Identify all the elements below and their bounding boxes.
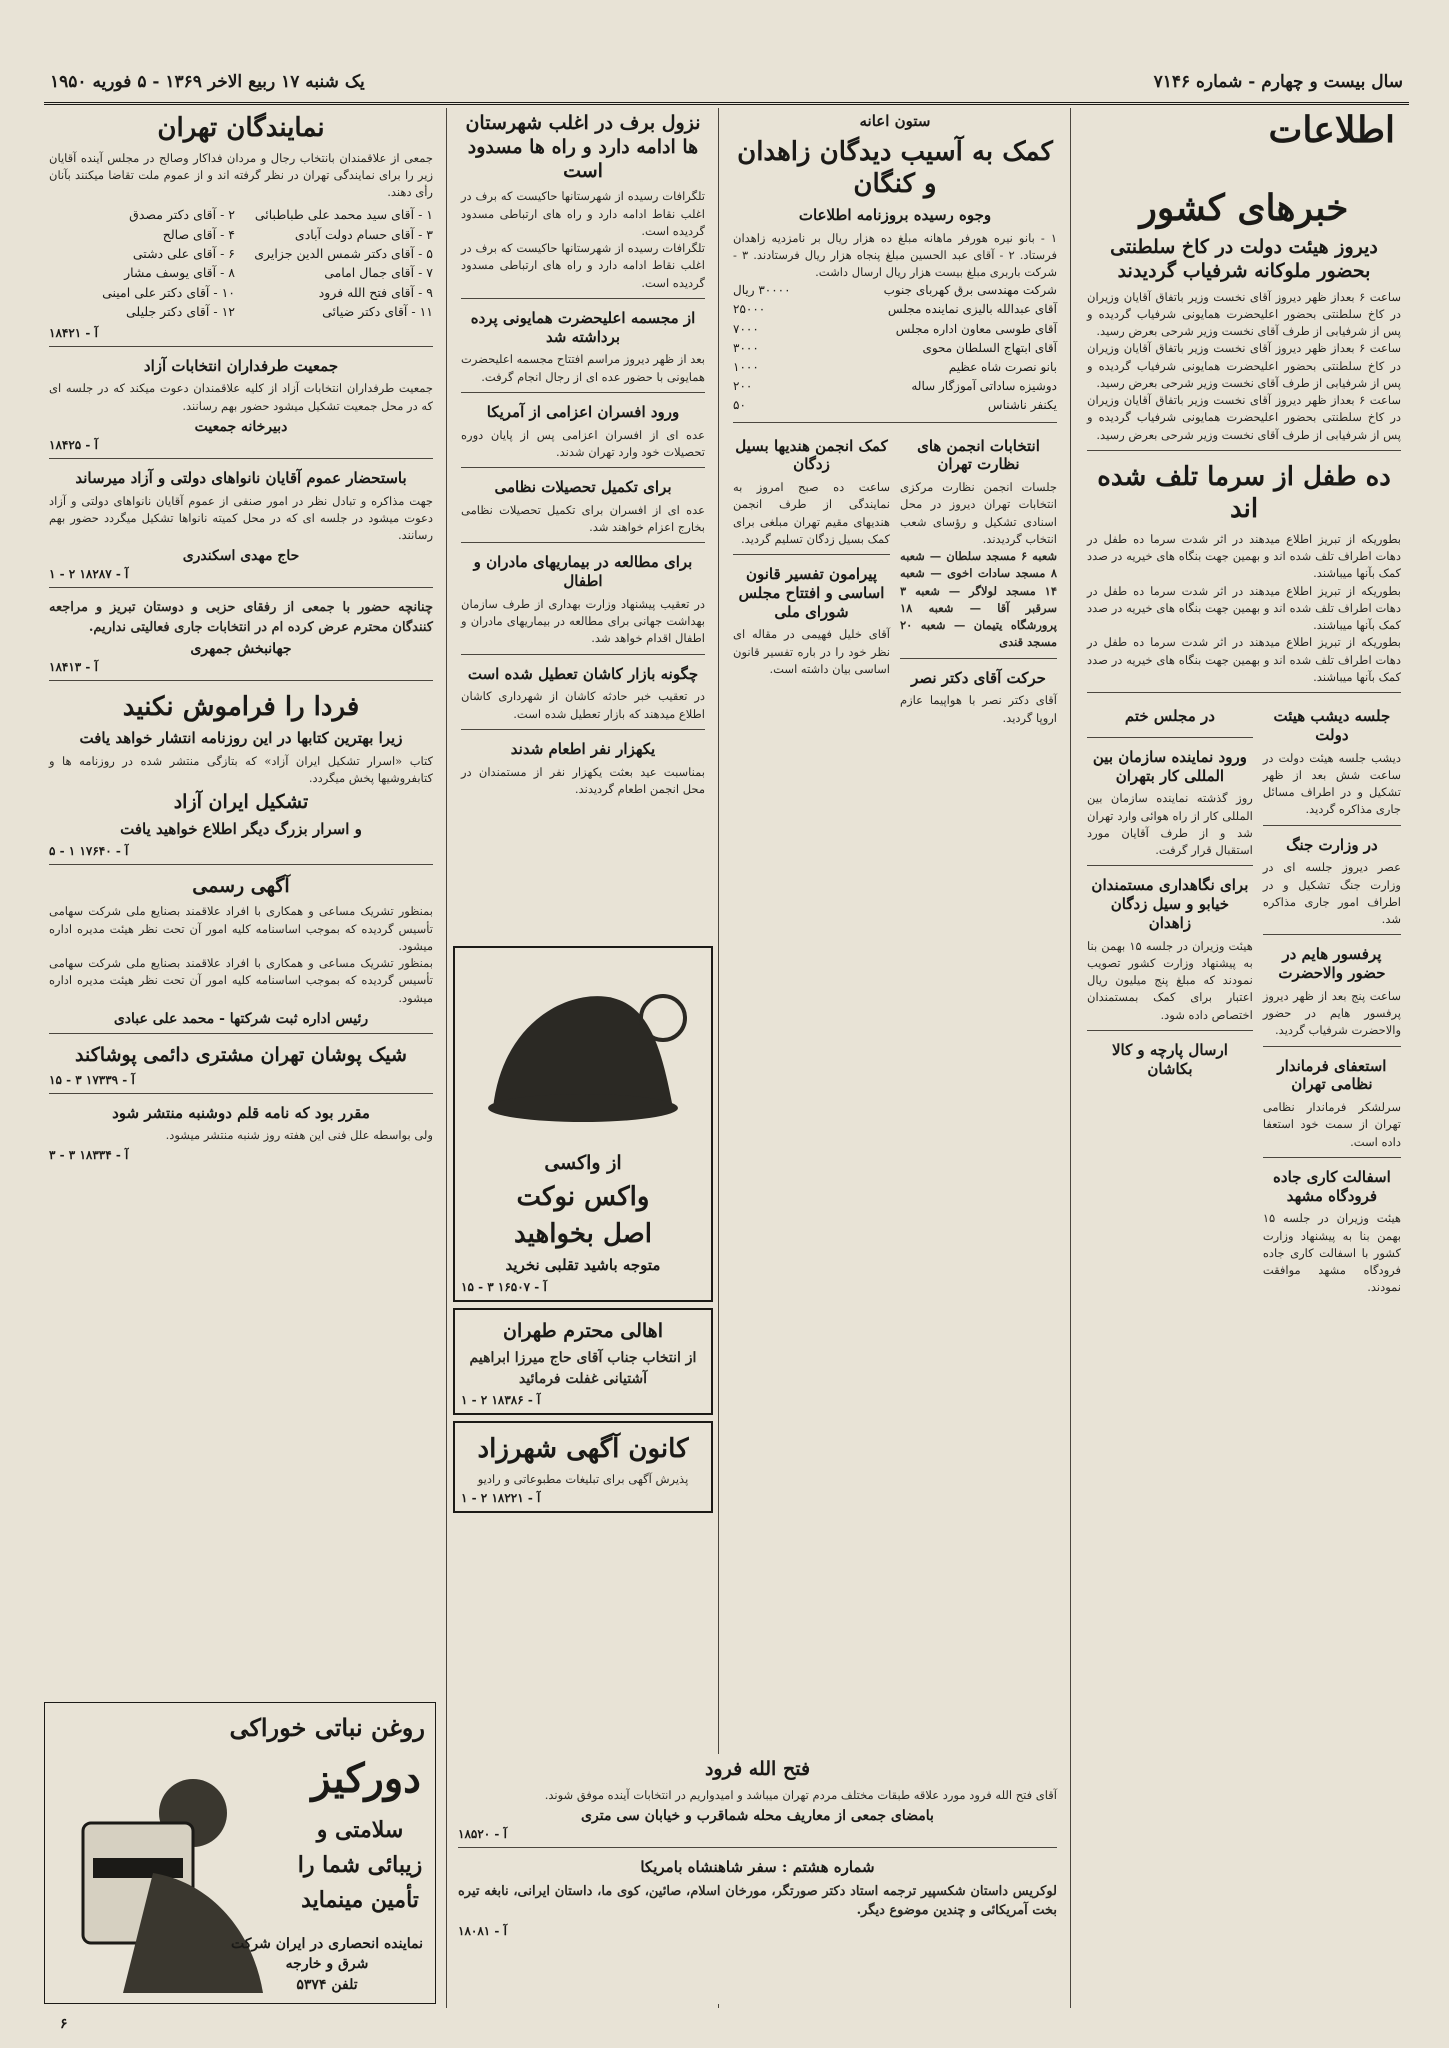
ad-body: از انتخاب جناب آقای حاج میرزا ابراهیم آشتیانی غفلت فرمائید xyxy=(469,1350,697,1388)
ref-code: آ - ۱۷۳۳۹ ۳ - ۱۵ xyxy=(49,1072,135,1087)
rep-name: ۱ - آقای سید محمد علی طباطبائی xyxy=(254,207,433,223)
rep-name: ۱۰ - آقای دکتر علی امینی xyxy=(102,284,235,300)
donor-amount: ۳۰۰۰۰ ریال xyxy=(733,283,791,298)
rep-name: ۹ - آقای فتح الله فرود xyxy=(318,284,433,300)
subcol-left xyxy=(733,433,890,743)
ad-book xyxy=(49,691,433,864)
box-title: ستون اعانه xyxy=(859,112,931,130)
article-body: آقای فتح الله فرود مورد علاقه طبقات مختلف مردم تهران میباشد و امیدواریم در انتخابات آینده موفق شوند. xyxy=(544,1787,1057,1802)
article-dr-nasr xyxy=(900,669,1057,733)
ref-code: آ - ۱۸۳۸۶ ۲ - ۱ xyxy=(461,1393,541,1408)
page-number: ۶ xyxy=(60,2016,68,2032)
article-maternal-health xyxy=(461,553,705,654)
ad-danesh-magazine xyxy=(458,1858,1057,1944)
ad-clothing xyxy=(49,1044,433,1094)
article-title: جلسه دیشب هیئت دولت xyxy=(1273,707,1391,744)
article-bakers xyxy=(49,469,433,589)
article-title: ده طفل از سرما تلف شده اند xyxy=(1097,461,1391,525)
article-body: آقای دکتر نصر با هواپیما عازم اروپا گردید. xyxy=(900,693,1057,725)
ad-title: تشکیل ایران آزاد xyxy=(173,791,309,813)
shoe-illustration xyxy=(461,958,705,1148)
donor-row xyxy=(733,396,1057,415)
article-title: کمک انجمن هندیها بسیل زدگان xyxy=(735,436,888,474)
article-title: جمعیت طرفداران انتخابات آزاد xyxy=(143,356,339,375)
article-title: برای تکمیل تحصیلات نظامی xyxy=(494,478,672,496)
ad-shoe-polish xyxy=(453,946,713,1302)
article-feeding xyxy=(461,740,705,804)
column-rule xyxy=(446,108,447,2008)
rep-names xyxy=(49,205,433,321)
ref-code: آ - ۱۸۳۳۴ ۳ - ۳ xyxy=(49,1147,129,1162)
article-body: ۱ - بانو نیره هورفر ماهانه مبلغ ده هزار ریال بر نامزدیه زاهدان فرستاد. ۲ - آقای عبد الحسین مبلغ پنجاه هزار ریال فرستادند. ۳ - شرکت باربری مبلغ بیست هزار ریال ارسال داشت. xyxy=(733,230,1058,279)
article-statue xyxy=(461,309,705,393)
notice-body: بمنظور تشریک مساعی و همکاری با افراد علاقمند بصنایع ملی شرکت سهامی تأسیس گردیده که بموجب اساسنامه کلیه امور آن تحت نظر هیئت مدیره اداره میشود. xyxy=(49,904,433,953)
ad-brand: دورکیز xyxy=(311,1755,421,1802)
article-title: نزول برف در اغلب شهرستان ها ادامه دارد و راه ها مسدود است xyxy=(465,112,701,182)
signature: رئیس اداره ثبت شرکتها - محمد علی عبادی xyxy=(113,1010,369,1027)
ad-body: کتاب «اسرار تشکیل ایران آزاد» که بتازگی منتشر شده در روزنامه ها و کتابفروشیها پخش میگردد. xyxy=(49,753,433,785)
article-title: استعفای فرماندار نظامی تهران xyxy=(1277,1056,1387,1094)
rep-name: ۳ - آقای حسام دولت آبادی xyxy=(294,226,433,242)
article-professor-haym xyxy=(1263,945,1401,1046)
ad-durkee xyxy=(44,1696,436,2004)
article-subtitle: وجوه رسیده بروزنامه اطلاعات xyxy=(798,205,992,224)
donor-amount: ۳۰۰۰ xyxy=(733,340,759,355)
article-body: جهت مذاکره و تبادل نظر در امور صنفی از عموم آقایان نانواهای دولتی و آزاد دعوت میشود در جلسه ای که در محل کمیته نانواها تشکیل میگردد حضور بهم رسانند. xyxy=(49,493,433,542)
ref-code: آ - ۱۸۵۲۰ xyxy=(458,1827,507,1841)
article-title: فتح الله فرود xyxy=(704,1758,811,1780)
ad-agent-text: نماینده انحصاری در ایران شرکت شرق و خارجه xyxy=(230,1936,424,1973)
notice-body: ولی بواسطه علل فنی این هفته روز شنبه منتشر میشود. xyxy=(165,1128,433,1143)
ad-line: از واکسی xyxy=(544,1152,622,1174)
article-election-boards xyxy=(900,437,1057,659)
article-body: بطوریکه از تبریز اطلاع میدهند در اثر شدت سرما ده طفل در دهات اطراف تلف شده اند و بهمین جهت بنگاه های خیریه در صدد کمک بآنها میباشند. xyxy=(1087,531,1401,581)
donor-amount: ۷۰۰۰ xyxy=(733,321,759,336)
ad-title: اهالی محترم طهران xyxy=(503,1319,663,1342)
article-body-filler: ساعت ۶ بعداز ظهر دیروز آقای نخست وزیر باتفاق آقایان وزیران در کاخ سلطنتی بحضور اعلیحضرت همایونی شرفیاب گردیده و پس از شرفیابی از طرف آقای نخست وزیر شرحی بعرض رسید. xyxy=(1087,393,1402,442)
article-body: بعد از ظهر دیروز مراسم افتتاح مجسمه اعلیحضرت همایونی با حضور عده ای از رجال انجام گرفت. xyxy=(461,352,705,384)
rep-name: ۲ - آقای دکتر مصدق xyxy=(129,207,235,223)
ad-election-thanks xyxy=(453,1308,713,1416)
article-body: در تعقیب خبر حادثه کاشان از شهرداری کاشان اطلاع میدهند که بازار تعطیل شده است. xyxy=(461,689,705,721)
article-title: کمک به آسیب دیدگان زاهدان و کنگان xyxy=(737,136,1053,200)
ref-code: آ - ۱۸۰۸۱ xyxy=(458,1923,507,1938)
signature: بامضای جمعی از معاریف محله شماقرب و خیابان سی متری xyxy=(581,1808,934,1824)
article-body: جلسات انجمن نظارت مرکزی انتخابات تهران دیروز در محل اسنادی تشکیل و رؤسای شعب انتخاب گردیدند. xyxy=(900,480,1057,546)
article-body-filler: بطوریکه از تبریز اطلاع میدهند در اثر شدت سرما ده طفل در دهات اطراف تلف شده اند و بهمین جهت بنگاه های خیریه در صدد کمک بآنها میباشند. xyxy=(1087,583,1401,632)
article-constitution xyxy=(733,565,890,684)
article-title: یکهزار نفر اطعام شدند xyxy=(510,739,656,758)
column-news xyxy=(1079,104,1409,2008)
ad-subtitle: زیرا بهترین کتابها در این روزنامه انتشار خواهد یافت xyxy=(79,728,403,747)
rep-name: ۸ - آقای یوسف مشار xyxy=(124,265,235,281)
masthead-year-issue: سال بیست و چهارم - شماره ۷۱۴۶ xyxy=(1153,72,1403,92)
article-body: بمناسبت عید بعثت یکهزار نفر از مستمندان در محل انجمن اطعام گردیدند. xyxy=(461,764,705,796)
donor-row xyxy=(733,358,1057,377)
notice-title: آگهی رسمی xyxy=(192,874,290,897)
article-title: در وزارت جنگ xyxy=(1286,835,1378,854)
signature: دبیرخانه جمعیت xyxy=(194,418,288,435)
article-farud xyxy=(458,1758,1057,1848)
notice-title: مقرر بود که نامه قلم دوشنبه منتشر شود xyxy=(112,1103,370,1122)
donor-name: آقای عبدالله بالیزی نماینده مجلس xyxy=(887,302,1057,317)
article-body: ساعت ده صبح امروز به نمایندگی از طرف انجمن هندیهای مقیم تهران مبلغی برای کمک بسیل زدگان تسلیم گردید. xyxy=(733,480,890,546)
ads-column-3 xyxy=(453,940,713,1519)
ad-line: اصل بخواهید xyxy=(514,1219,652,1250)
rep-name: ۴ - آقای صالح xyxy=(162,226,235,242)
notice-body-filler: بمنظور تشریک مساعی و همکاری با افراد علاقمند بصنایع ملی شرکت سهامی تأسیس گردیده که بموجب اساسنامه کلیه امور آن تحت نظر هیئت مدیره اداره میشود. xyxy=(49,956,433,1005)
rep-name: ۱۲ - آقای دکتر جلیلی xyxy=(126,304,235,320)
article-title: ارسال پارچه و کالا بکاشان xyxy=(1111,1040,1228,1078)
article-title: انتخابات انجمن های نظارت تهران xyxy=(917,436,1040,474)
ref-code: آ - ۱۸۴۲۱ xyxy=(49,325,98,340)
column-rule xyxy=(718,108,719,2008)
article-title: ورود افسران اعزامی از آمریکا xyxy=(486,402,680,421)
donor-row xyxy=(733,377,1057,396)
signature: حاج مهدی اسکندری xyxy=(182,548,300,565)
ad-subtitle: و اسرار بزرگ دیگر اطلاع خواهید یافت xyxy=(120,819,362,838)
donor-name: یکنفر ناشناس xyxy=(987,398,1057,413)
ref-code: آ - ۱۸۴۱۳ xyxy=(49,660,98,675)
article-free-elections xyxy=(49,357,433,459)
article-title: چگونه بازار کاشان تعطیل شده است xyxy=(467,664,699,683)
article-mashhad-road xyxy=(1263,1168,1401,1303)
donor-amount: ۲۵۰۰۰ xyxy=(733,302,766,317)
two-col-news xyxy=(1087,703,1401,1313)
official-notice xyxy=(49,875,433,1034)
article-body-filler: تلگرافات رسیده از شهرستانها حاکیست که برف در اغلب نقاط ادامه دارد و راه های ارتباطی مسدود گردیده است. xyxy=(461,241,705,290)
article-cabinet-audience xyxy=(1087,236,1401,451)
article-body: در تعقیب پیشنهاد وزارت بهداری از طرف سازمان بهداشت جهانی برای مطالعه در بیماریهای مادران و اطفال اقدام خواهد شد. xyxy=(461,596,705,646)
donor-row xyxy=(733,339,1057,358)
article-officers xyxy=(461,403,705,468)
paper-logo: اطلاعات xyxy=(1268,109,1395,151)
signature: جهانبخش جمهری xyxy=(190,641,292,658)
donor-amount: ۱۰۰۰ xyxy=(733,360,759,374)
article-body: جمعی از علاقمندان بانتخاب رجال و مردان فداکار وصالح در مجلس آینده آقایان زیر را برای نمایندگی تهران در نظر گرفته اند و از عموم ملت تقاضا میکنند بآنان رأی دهند. xyxy=(49,150,433,199)
article-body: ساعت ۶ بعداز ظهر دیروز آقای نخست وزیر باتفاق آقایان وزیران در کاخ سلطنتی بحضور اعلیحضرت همایونی شرفیاب گردیده و پس از شرفیابی از طرف آقای نخست وزیر شرحی بعرض رسید. xyxy=(1087,289,1402,338)
ad-agent xyxy=(227,1934,427,1995)
article-title: باستحضار عموم آقایان نانواهای دولتی و آزاد میرساند xyxy=(75,468,407,487)
article-title: پرفسور هایم در حضور والاحضرت xyxy=(1278,945,1386,982)
article-body: روز گذشته نماینده سازمان بین المللی کار از راه هوائی وارد تهران شد و از طرف آقایان مورد استقبال قرار گرفت. xyxy=(1087,791,1253,857)
notice-delay xyxy=(49,1104,433,1168)
article-charity-fund xyxy=(733,112,1057,423)
column-charity xyxy=(725,108,1065,2008)
shoe-icon xyxy=(461,958,705,1148)
article-title: دیروز هیئت دولت در کاخ سلطنتی بحضور ملوکانه شرفیاب گردیدند xyxy=(1110,236,1378,282)
donor-name: آقای طوسی معاون اداره مجلس xyxy=(895,321,1057,336)
subcol-right xyxy=(1263,703,1401,1313)
article-kashan-bazaar xyxy=(461,665,705,730)
article-title: از مجسمه اعلیحضرت همایونی پرده برداشته شد xyxy=(470,308,696,346)
ref-code: آ - ۱۸۲۸۷ ۲ - ۱ xyxy=(49,567,129,582)
subcol-left xyxy=(1087,703,1253,1313)
rep-name: ۵ - آقای دکتر شمس الدین جزایری xyxy=(254,246,433,261)
ad-title: روغن نباتی خوراکی xyxy=(229,1713,425,1742)
article-war-ministry xyxy=(1263,836,1401,936)
donor-amount: ۵۰ xyxy=(733,398,746,413)
article-title: نمایندگان تهران xyxy=(157,113,325,143)
article-body: سرلشکر فرماندار نظامی تهران از سمت خود استعفا داده است. xyxy=(1262,1100,1401,1149)
article-body: دیشب جلسه هیئت دولت در ساعت شش بعد از ظهر تشکیل و در اطراف مسائل جاری مذاکره گردید. xyxy=(1262,750,1401,817)
rep-name: ۱۱ - آقای دکتر ضیائی xyxy=(322,304,433,320)
ad-title: شیک پوشان تهران مشتری دائمی پوشاکند xyxy=(75,1043,407,1066)
ad-shahrzad xyxy=(453,1421,713,1513)
ad-phone: تلفن ۵۳۷۴ xyxy=(296,1976,358,1993)
article-khiyabo-aid xyxy=(1087,876,1253,1031)
ref-code: آ - ۱۸۲۲۱ ۲ - ۱ xyxy=(461,1491,541,1505)
article-body: آقای خلیل فهیمی در مقاله ای نظر خود را در باره تفسیر قانون اساسی بیان داشته است. xyxy=(733,627,890,676)
ref-code: آ - ۱۷۶۴۰ ۱ - ۵ xyxy=(49,843,129,858)
article-party-notice xyxy=(49,598,433,681)
article-snow xyxy=(461,112,705,299)
ad-body: پذیرش آگهی برای تبلیغات مطبوعاتی و رادیو xyxy=(477,1471,689,1486)
article-body-filler: بطوریکه از تبریز اطلاع میدهند در اثر شدت سرما ده طفل در دهات اطراف تلف شده اند و بهمین جهت بنگاه های خیریه در صدد کمک بآنها میباشند. xyxy=(1087,635,1401,684)
donor-name: شرکت مهندسی برق کهربای جنوب xyxy=(883,283,1057,298)
article-title: حرکت آقای دکتر نصر xyxy=(911,668,1046,687)
masthead xyxy=(44,62,1409,105)
article-military-study xyxy=(461,478,705,543)
article-indian-aid xyxy=(733,437,890,556)
masthead-date: یک شنبه ۱۷ ربیع الاخر ۱۳۶۹ - ۵ فوریه ۱۹۵۰ xyxy=(50,72,365,92)
article-tehran-reps xyxy=(49,112,433,347)
article-kashan-goods xyxy=(1087,1041,1253,1090)
donor-amount: ۲۰۰ xyxy=(733,379,753,394)
article-body: ساعت پنج بعد از ظهر دیروز پرفسور هایم در حضور والاحضرت شرفیاب گردید. xyxy=(1262,988,1401,1038)
donor-row xyxy=(733,300,1057,319)
article-governor-resign xyxy=(1263,1057,1401,1158)
ad-headline: فردا را فراموش نکنید xyxy=(122,692,360,723)
article-title: پیرامون تفسیر قانون اساسی و افتتاح مجلس شورای ملی xyxy=(738,565,885,621)
ad-title: کانون آگهی شهرزاد xyxy=(477,1434,689,1465)
two-col-elections xyxy=(733,433,1057,743)
donor-row xyxy=(733,320,1057,339)
article-body: جمعیت طرفداران انتخابات آزاد از کلیه علاقمندان دعوت میکند که در جلسه ای که در محل جمعیت تشکیل میشود حضور بهم رسانند. xyxy=(49,381,433,413)
article-children-cold xyxy=(1087,461,1401,693)
donor-row xyxy=(733,281,1057,300)
ref-code: آ - ۱۶۵۰۷ ۳ - ۱۵ xyxy=(461,1279,547,1294)
article-title: برای مطالعه در بیماریهای مادران و اطفال xyxy=(473,553,693,590)
article-memorial xyxy=(1087,707,1253,738)
article-cabinet-meeting xyxy=(1263,707,1401,826)
donor-name: بانو نصرت شاه عظیم xyxy=(948,360,1057,374)
article-body: عصر دیروز جلسه ای در وزارت جنگ تشکیل و در اطراف امور جاری مذاکره شد. xyxy=(1262,860,1401,926)
subcol-right xyxy=(900,433,1057,743)
bottom-strip xyxy=(450,1754,1065,2004)
article-body: عده ای از افسران برای تکمیل تحصیلات نظامی بخارج اعزام خواهند شد. xyxy=(461,502,705,534)
ad-note: متوجه باشید تقلبی نخرید xyxy=(505,1255,661,1274)
donor-list xyxy=(733,281,1057,415)
donor-name: دوشیزه ساداتی آموزگار ساله xyxy=(911,379,1057,394)
article-title: ورود نماینده سازمان بین المللی کار بتهران xyxy=(1092,747,1247,785)
column-rule xyxy=(1070,108,1071,2008)
article-body-filler: ساعت ۶ بعداز ظهر دیروز آقای نخست وزیر باتفاق آقایان وزیران در کاخ سلطنتی بحضور اعلیحضرت همایونی شرفیاب گردیده و پس از شرفیابی از طرف آقای نخست وزیر شرحی بعرض رسید. xyxy=(1087,341,1402,390)
article-body: چنانچه حضور با جمعی از رفقای حزبی و دوستان تبریز و مراجعه کنندگان محترم عرض کرده ام در انتخابات جاری فعالیتی نداریم. xyxy=(49,600,433,635)
article-title: اسفالت کاری جاده فرودگاه مشهد xyxy=(1273,1167,1391,1205)
article-body: عده ای از افسران اعزامی پس از پایان دوره تحصیلات خود وارد تهران شدند. xyxy=(461,427,705,459)
rep-name: ۶ - آقای علی دشتی xyxy=(132,246,235,261)
ad-body: لوکریس داستان شکسپیر ترجمه استاد دکتر صورتگر، مورخان اسلام، صائین، کوی ما، داستان ایرانی، نابغه تیره بخت آمریکائی و چندین موضوع دیگر. xyxy=(458,1883,1057,1919)
rep-name: ۷ - آقای جمال امامی xyxy=(324,265,433,281)
article-body: هیئت وزیران در جلسه ۱۵ بهمن بنا به پیشنهاد وزارت کشور با اسفالت کاری جاده فرودگاه مشهد موافقت نمودند. xyxy=(1262,1211,1401,1295)
branch-list: شعبه ۶ مسجد سلطان — شعبه ۸ مسجد سادات اخوی — شعبه ۱۴ مسجد لولاگر — شعبه ۳ سرقبر آقا — شعبه ۱۸ پرورشگاه یتیمان — شعبه ۲۰ مسجد قندی xyxy=(900,549,1057,650)
ad-title: شماره هشتم : سفر شاهنشاه بامریکا xyxy=(640,1858,875,1876)
durkee-box xyxy=(44,1702,436,2004)
ad-line: واکس نوکت xyxy=(516,1181,650,1212)
headline-country-news: خبرهای کشور xyxy=(1139,187,1349,229)
article-title: در مجلس ختم xyxy=(1124,707,1215,725)
article-body: هیئت وزیران در جلسه ۱۵ بهمن بنا به پیشنهاد وزارت کشور تصویب نمودند که مبلغ پنج میلیون ریال اعتبار برای کمک بمستمندان اختصاص داده شود. xyxy=(1087,938,1253,1022)
article-body: تلگرافات رسیده از شهرستانها حاکیست که برف در اغلب نقاط ادامه دارد و راه های ارتباطی مسدود گردیده است. xyxy=(461,189,705,238)
ad-slogan: سلامتی و زیبائی شما را تأمین مینماید xyxy=(297,1817,423,1914)
article-title: برای نگاهداری مستمندان خیابو و سیل زدگان زاهدان xyxy=(1091,876,1249,932)
ref-code: آ - ۱۸۴۲۵ xyxy=(49,437,98,452)
donor-name: آقای ابتهاج السلطان محوی xyxy=(922,340,1057,355)
article-ilo-rep xyxy=(1087,748,1253,867)
